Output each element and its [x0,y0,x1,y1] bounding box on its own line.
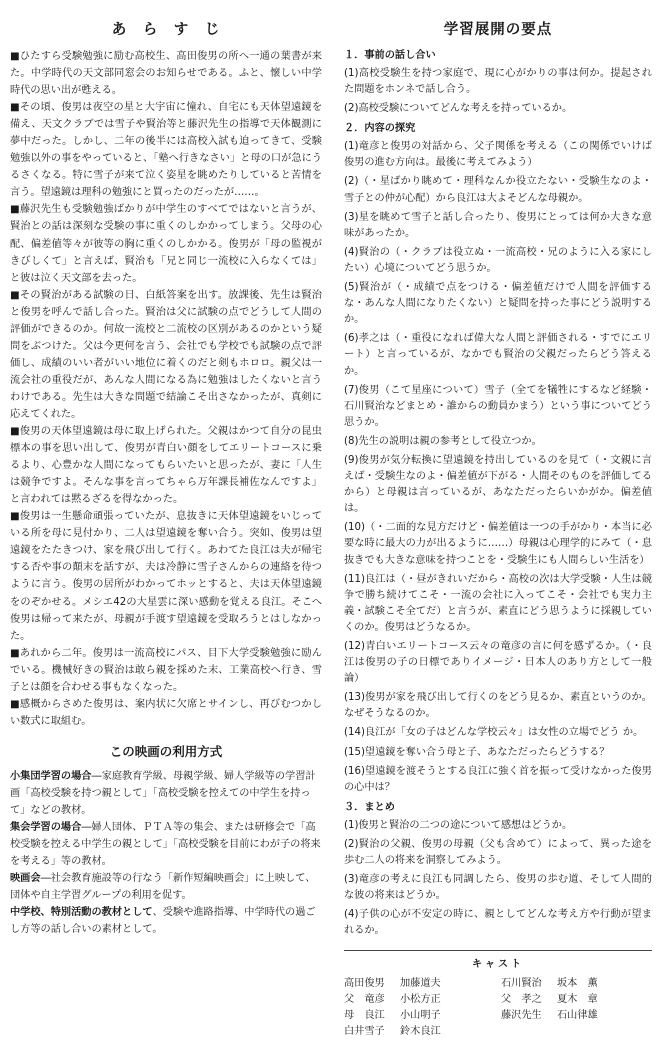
point-item: (2)高校受験についてどんな考えを持っているか。 [344,103,573,115]
cast-role: 父 孝之 [501,993,542,1005]
cast-actor: 小山明子 [400,1009,441,1021]
synopsis-body [10,48,322,730]
cast-column-right [501,976,652,1040]
cast-actor: 加藤道夫 [400,977,441,989]
usage-item [10,870,322,904]
point-item: (2)賢治の父親、俊男の母親（父も含めて）によって、異った途を歩む二人の将来を洞察してみよう。 [344,838,652,867]
cast-actor: 夏木 章 [557,993,598,1005]
point-item: (12)青白いエリートコース云々の竜彦の言に何を感ずるか。（・良江は俊男の子の日標でありイメージ・日本人のあり方として一般論） [344,641,652,685]
section-heading: １．事前の話し合い [344,50,436,61]
cast-title: キャスト [472,958,524,970]
cast-row [344,992,495,1008]
cast-role: 父 竜彦 [344,993,385,1005]
cast-row [501,992,652,1008]
usage-item-label: 中学校、特別活動の教材として [10,907,153,919]
synopsis-paragraph: ■感概からさめた俊男は、案内状に欠席とサインし、再びむつかしい数式に取組む。 [10,698,322,727]
cast-role: 母 良江 [344,1009,385,1021]
cast-row [501,976,652,992]
point-item: (1)高校受験生を持つ家庭で、現に心がかりの事は何か。提起された問題をホンネで話し合う。 [344,68,652,96]
synopsis-title: あ ら す じ [111,22,221,38]
point-item: (6)孝之は（・重役になれば偉大な人間と評価される・すでにエリート）と言っているが、なかでも賢治の父親だったらどう答えるか。 [344,333,652,377]
cast-row [501,1008,652,1024]
cast-role: 白井雪子 [344,1025,385,1037]
usage-item-text: ―婦人団体、ＰＴＡ等の集会、または研修会で「高校受験を控える中学生の親として」「高校受験を目前にわが子の将来を考える」等の教材。 [10,822,321,868]
point-item: (9)俊男が気分転換に望遠鏡を持出しているのを見て（・文親に言えば・受験生なのよ・偏差値が下がる・人間そのものを評価してるから）と母親は言っているが、あなただったらいかがか。偏差値は。 [344,454,652,515]
point-item: (3)星を眺めて雪子と話し合ったり、俊男にとっては何か大きな意味があったか。 [344,211,652,239]
cast-actor: 坂本 薫 [557,977,598,989]
cast-row [344,1008,495,1024]
cast-role: 石川賢治 [501,977,542,989]
point-item: (15)望遠鏡を奪い合う母と子、あなただったらどうする？ [344,746,610,758]
usage-item-text: ―家庭教育学級、母親学級、婦人学級等の学習計画「高校受験を持つ親として」「高校受験を控えての中学生を持って」などの教材。 [10,770,316,816]
usage-item [10,768,322,819]
synopsis-paragraph: ■俊男は一生懸命頑張っていたが、息抜きに天体望遠鏡をいじっている所を母に見付かり、二人は望遠鏡を奪い合う。突如、俊男は望遠鏡をたたきつけ、家を飛び出して行く。あわてた良江は夫が帰宅する否や事の顛末を話すが、夫は冷静に雪子さんからの連絡を待つように言う。俊男の居所がわかってホッとすると、夫は天体望遠鏡をのぞかせる。メシエ42の大星雲に深い感動を覚える良江。そこへ俊男は帰って来たが、母親が手渡す望遠鏡を受取ろうとはしなかった。 [10,511,322,642]
cast-actor: 石山律雄 [557,1009,598,1021]
synopsis-paragraph: ■ひたすら受験勉強に励む高校生、高田俊男の所へ一通の葉書が来た。中学時代の天文部同窓会のお知らせである。ふと、懐しい中学時代の思い出が甦える。 [10,51,322,97]
usage-title: この映画の利用方式 [109,743,223,759]
point-item: (4)子供の心が不安定の時に、親としてどんな考え方や行動が望まれるか。 [344,909,652,937]
cast-role: 藤沢先生 [501,1009,542,1021]
cast-role: 高田俊男 [344,977,385,989]
section-heading: ２．内容の探究 [344,123,416,135]
synopsis-paragraph: ■俊男の天体望遠鏡は母に取上げられた。父親はかつて自分の昆虫標本の事を思い出して、俊男が青白い顔をしてエリートコースに乗るより、心豊かな人間になってもらいたいと思ったが、妻に「人生は競争ですよ。そんな事を言ってちゃら万年課長補佐なんですよ」と言われては黙るざるを得なかった。 [10,426,322,506]
cast-column-left [344,976,495,1040]
usage-item-text: 、受験や進路指導、中学時代の過ごし方等の話し合いの素材として。 [10,907,316,936]
synopsis-paragraph: ■その賢治がある試験の日、白紙答案を出す。放課後、先生は賢治と俊男を呼んで話し合った。賢治は父に試験の点でどうして人間の評価ができるのか。何故一流校と二流校の区別があるのかという疑問をぶつけた。父は今更何を言う、会社でも学校でも試験の点で評価し、成績のいい者がいい地位に着くのだと剣もホロロ。親父は一流会社の重役だが、あんな人間になる為に勉強はしたくないと言うわけである。先生は大きな問題で結論こそ出さなかったが、真剣に応えてくれた。 [10,289,322,420]
left-column [10,0,322,938]
section-heading: ３．まとめ [344,801,395,813]
point-item: (2)（・星ばかり眺めて・理科なんか役立たない・受験生なのよ・雪子との仲が心配）から良江は大よそどんな母親か。 [344,176,652,204]
usage-item-label: 映画会 [10,873,41,885]
cast-list [344,976,652,1040]
cast-row [344,976,495,992]
point-item: (1)竜彦と俊男の対話から、父子関係を考える（この関係でいけば俊男の進む方向は。最後に考えてみよう） [344,141,652,169]
points-title: 学習展開の要点 [443,22,553,38]
usage-item-text: ―社会教育施設等の行なう「新作短編映画会」に上映して、団体や自主学習グループの利用を促す。 [10,873,316,902]
cast-row [344,1024,495,1040]
point-item: (10)（・二面的な見方だけど・偏差値は一つの手がかり・本当に必要な時に最大の力が出るように……）母親は心理学的にみて（・息抜きでも大きな意味を持つことを・受験生にも人間らしい生活を） [344,522,652,566]
point-item: (11)良江は（・昼がきれいだから・高校の次は大学受験・人生は競争で勝ち続けてこそ・一流の会社に入ってこそ・会社でも実力主義・試験こそ全てだ）と言うが、素直にどう思うように採親していくのか。俊男はどうなるか。 [344,573,652,633]
usage-item-label: 集会学習の場合 [10,822,82,834]
usage-item-label: 小集団学習の場合 [10,770,92,782]
point-item: (16)望遠鏡を渡そうとする良江に強く首を振って受けなかった俊男の心中は？ [344,765,652,793]
cast-actor: 鈴木良江 [400,1025,441,1037]
usage-item [10,904,322,938]
point-item: (3)竜彦の考えに良江も同調したら、俊男の歩む道、そして人間的な彼の将来はどうか。 [344,874,652,902]
usage-body [10,768,322,938]
cast-divider [344,950,652,951]
point-item: (8)先生の説明は親の参考として役立つか。 [344,435,542,447]
cast-actor: 小松方正 [400,993,441,1005]
point-item: (1)俊男と賢治の二つの途について感想はどうか。 [344,819,573,831]
synopsis-paragraph: ■あれから二年。俊男は一流高校にパス、目下大学受験勉強に励んでいる。機械好きの賢治は敢ら親を採めた末、工業高校へ行き、雪子とは顔を合わせる事もなくなった。 [10,647,322,693]
right-column [344,0,652,1040]
synopsis-paragraph: ■その頃、俊男は夜空の星と大宇宙に憧れ、自宅にも天体望遠鏡を備え、天文クラブでは雪子や賢治等と藤沢先生の指導で天体観測に夢中だった。しかし、二年の後半には高校入試も迫ってきて、受験勉強以外の事をやっていると、「塾へ行きなさい」と母の口が急にうるさくなる。特に雪子が来て泣く姿星を眺めたりしていると苦情を言う。望遠鏡は理科の勉強にと買ったのだったが……。 [10,102,322,199]
point-item: (7)俊男（こて星座について）雪子（全てを犠牲にするなど経験・石川賢治などまとめ・誰からの動員かまう）という事についてどう思うか。 [344,384,652,428]
point-item: (14)良江が「女の子はどんな学校云々」は女性の立場でどう か。 [344,727,644,739]
point-item: (5)賢治が（・成績で点をつける・偏差値だけで人間を評価するな・あんな人間になりたくない）と疑問を持った事にどう説明するか。 [344,282,652,326]
usage-item [10,819,322,870]
point-item: (13)俊男が家を飛び出して行くのをどう見るか、素直というのか。なぜそうなるのか。 [344,692,652,720]
point-item: (4)賢治の（・クラブは役立ぬ・一流高校・兄のように入る家にしたい）心境についてどう思うか。 [344,246,652,274]
synopsis-paragraph: ■藤沢先生も受験勉強ばかりが中学生のすべてではないと言うが、賢治との話は深刻な受験の事に重くのしかかってしまう。父母の心配、偏差値等々が彼等の胸に重くのしかかる。俊男が「母の監視がきびしくて」と言えば、賢治も「兄と同じ一流校に入らなくては」と彼は泣く天文部を去った。 [10,204,322,284]
